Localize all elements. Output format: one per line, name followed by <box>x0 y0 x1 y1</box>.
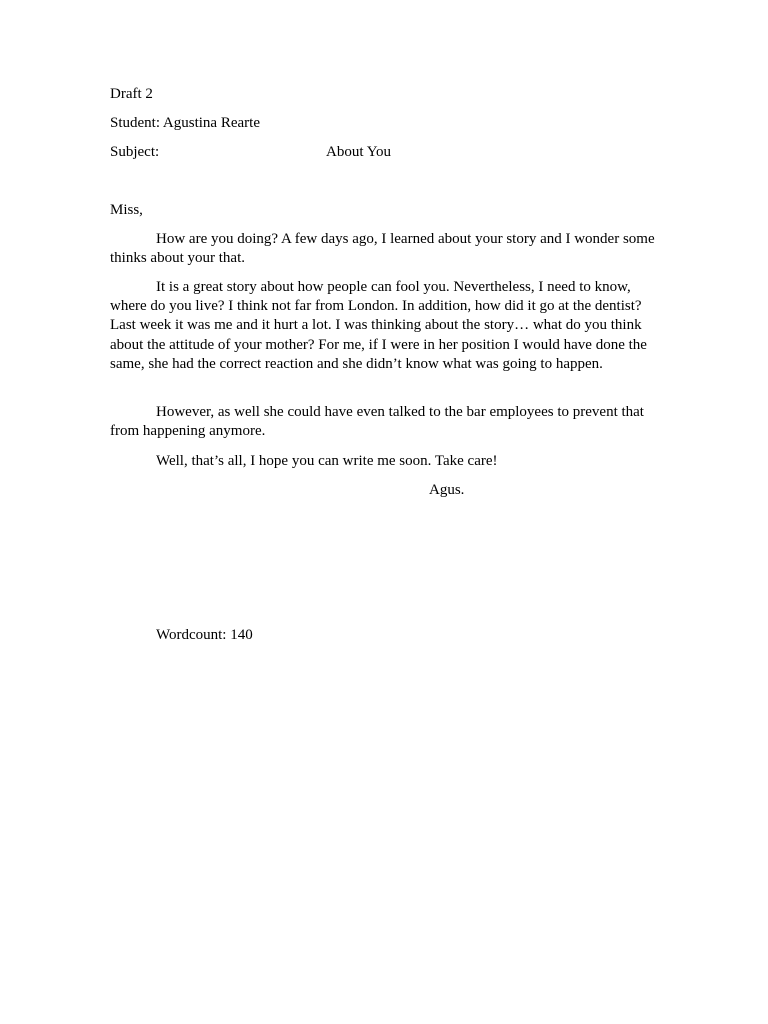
subject-value: About You <box>326 144 392 160</box>
subject-label: Subject: <box>110 144 160 160</box>
student-name: Student: Agustina Rearte <box>110 115 260 131</box>
paragraph-3: However, as well she could have even talked to the bar employees to prevent that from happening anymore. <box>110 404 644 440</box>
paragraph-1: How are you doing? A few days ago, I learned about your story and I wonder some thinks about your that. <box>110 231 655 267</box>
wordcount: Wordcount: 140 <box>156 627 253 643</box>
paragraph-2: It is a great story about how people can fool you. Nevertheless, I need to know, where do you live? I think not far from London. In addition, how did it go at the dentist? Last week it was me and it hurt a lot. I was thinking about the story… what do you think about the attitude of your mother? For me, if I were in her position I would have done the same, she had the correct reaction and she didn’t know what was going to happen. <box>110 279 647 372</box>
salutation: Miss, <box>110 202 143 218</box>
paragraph-4: Well, that’s all, I hope you can write me soon. Take care! <box>156 453 498 469</box>
signature: Agus. <box>429 482 465 498</box>
draft-label: Draft 2 <box>110 86 153 102</box>
